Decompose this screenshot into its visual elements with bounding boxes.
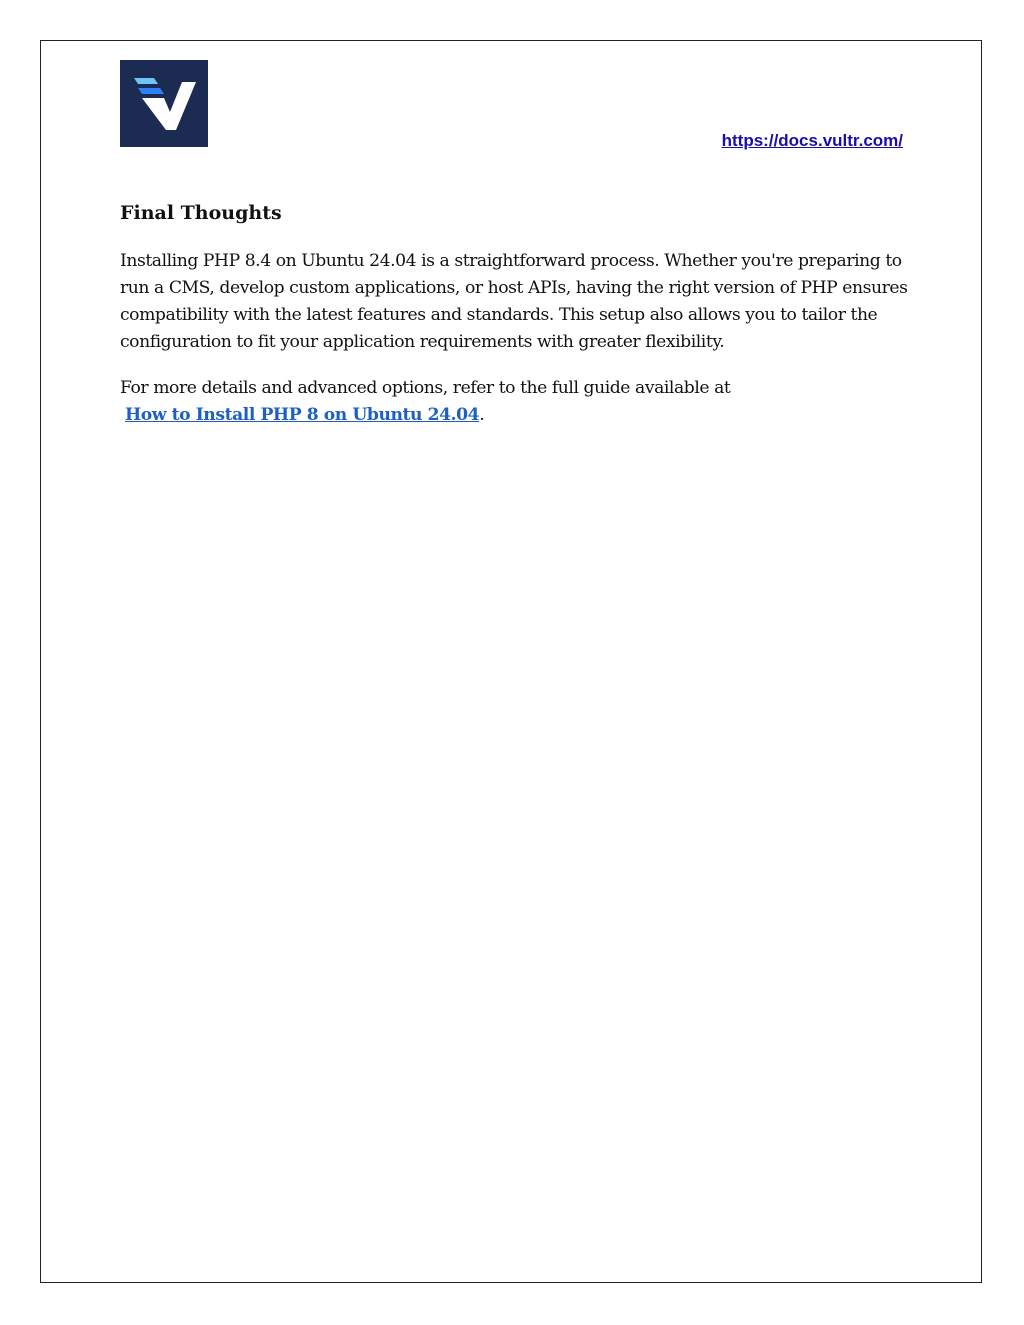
paragraph-2-lead: For more details and advanced options, refer to the full guide available at bbox=[120, 378, 731, 398]
vultr-logo-icon[interactable] bbox=[120, 60, 208, 147]
guide-link[interactable]: How to Install PHP 8 on Ubuntu 24.04 bbox=[125, 405, 480, 425]
paragraph-2-tail: . bbox=[479, 405, 485, 425]
paragraph-2 bbox=[120, 375, 910, 429]
docs-link[interactable]: https://docs.vultr.com/ bbox=[721, 131, 903, 150]
section-title: Final Thoughts bbox=[120, 202, 282, 224]
paragraph-1: Installing PHP 8.4 on Ubuntu 24.04 is a straightforward process. Whether you're preparing to run a CMS, develop custom applications, or host APIs, having the right version of PHP ensures compatibility with the latest features and standards. This setup also allows you to tailor the configuration to fit your application requirements with greater flexibility. bbox=[120, 251, 908, 352]
main-content bbox=[120, 198, 910, 448]
